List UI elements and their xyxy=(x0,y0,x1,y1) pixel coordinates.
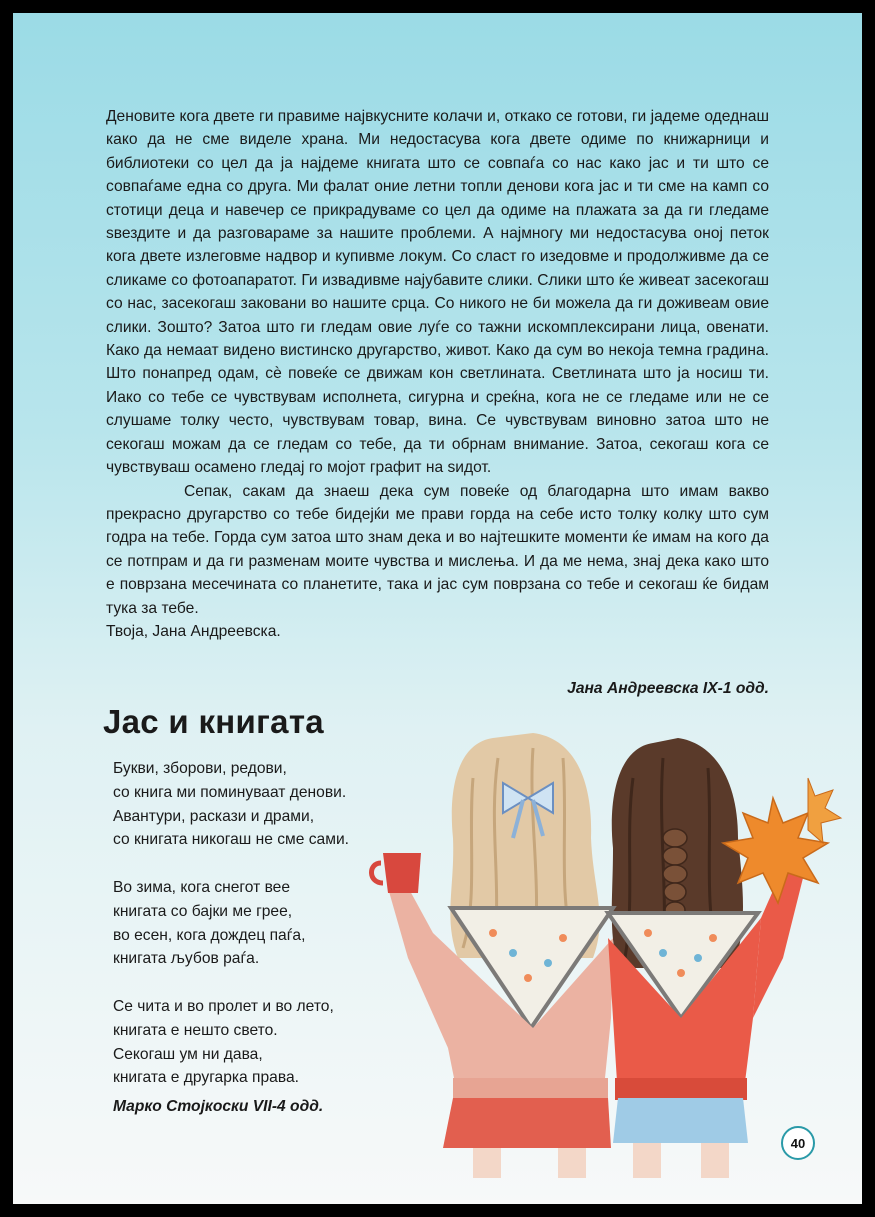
poem-line: книгата е другарка права. xyxy=(113,1069,299,1087)
two-girls-illustration-icon xyxy=(363,718,843,1178)
letter-text xyxy=(106,105,769,643)
poem-line: во есен, кога дождец паѓа, xyxy=(113,926,306,944)
magazine-page xyxy=(13,13,862,1204)
poem-line: со книгата никогаш не сме сами. xyxy=(113,831,349,849)
poem-line: Се чита и во пролет и во лето, xyxy=(113,997,334,1015)
poem-line: Авантури, раскази и драми, xyxy=(113,807,315,825)
poem-line: книгата со бајки ме грее, xyxy=(113,902,293,920)
poem-line: книгата љубов раѓа. xyxy=(113,950,260,968)
poem-author: Марко Стојкоски VII-4 одд. xyxy=(113,1098,324,1115)
poem-title: Јас и книгата xyxy=(103,703,324,740)
letter-author: Јана Андреевска IX-1 одд. xyxy=(567,680,769,697)
poem-line: Секогаш ум ни дава, xyxy=(113,1045,263,1063)
poem-line: Во зима, кога снегот вее xyxy=(113,878,291,896)
poem-line: книгата е нешто свето. xyxy=(113,1021,278,1039)
letter-paragraph-1: Деновите кога двете ги правиме највкусните колачи и, откако се готови, ги јадеме одеднаш како да не сме виделе храна. Ми недостасува кога двете одиме по книжарници и библиотеки со цел да ја најдеме книгата што се совпаѓа со нас како јас и ти што се совпаѓаме една со друга. Ми фалат оние летни топли денови кога јас и ти сме на камп со стотици деца и навечер се прикрадуваме со цел да одиме на плажата за да ги гледаме ѕвездите и да разговараме за нашите проблеми. А најмногу ми недостасува оној петок кога двете излеговме надвор и купивме локум. Со сласт го изедовме и продолживме да се сликаме со фотоапаратот. Ги извадивме најубавите слики. Слики што ќе живеат засекогаш со нас, засекогаш заковани во нашите срца. Со никого не би можела да ги доживеам овие слики. Зошто? Затоа што ги гледам овие луѓе со тажни искомплексирани лица, овенати. Како да немаат видено вистинско другарство, живот. Како да сум во некоја темна градина. Што понапред одам, сѐ повеќе се движам кон светлината. Светлината што ја носиш ти. Иако со тебе се чувствувам исполнета, сигурна и среќна, кога не се гледаме или не се слушаме толку често, чувствувам товар, вина. Се чувствувам виновно затоа што не секогаш можам да се гледам со тебе, да ти обрнам внимание. Затоа, секогаш кога се чувствуваш осамено гледај го мојот графит на ѕидот. xyxy=(106,108,769,477)
letter-signoff: Твоја, Јана Андреевска. xyxy=(106,622,281,640)
poem-line: Букви, зборови, редови, xyxy=(113,760,287,777)
page-number: 40 xyxy=(781,1126,815,1160)
poem-line: со книга ми поминуваат денови. xyxy=(113,783,347,801)
letter-paragraph-2: Сепак, сакам да знаеш дека сум повеќе од благодарна што имам вакво прекрасно другарство со тебе бидејќи ме прави горда на себе исто толку колку што сум годра на тебе. Горда сум затоа што знам дека и во најтешките моменти ќе имам на кого да се потпрам и да ги разменам моите чувства и мислења. И да ме нема, знај дека како што е поврзана месечината со планетите, така и јас сум поврзана со тебе и секогаш ќе бидам тука за тебе. xyxy=(106,482,769,617)
